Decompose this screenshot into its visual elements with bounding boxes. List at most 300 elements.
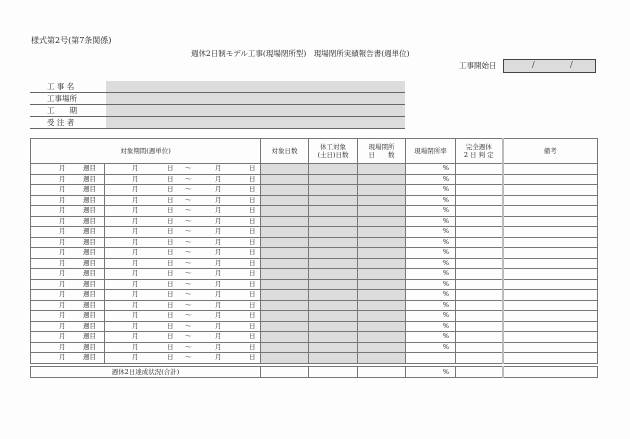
tilde: 〜 bbox=[185, 174, 192, 183]
closure-rate-cell[interactable]: % bbox=[406, 290, 456, 301]
date-separator: / bbox=[570, 60, 573, 69]
total-closure-rate[interactable]: % bbox=[406, 367, 456, 378]
info-row-contractor bbox=[30, 117, 405, 129]
tilde: 〜 bbox=[185, 321, 192, 330]
tilde: 〜 bbox=[185, 300, 192, 309]
remarks-cell[interactable] bbox=[503, 206, 598, 217]
day-unit: 日 bbox=[167, 353, 174, 361]
week-unit: 週目 bbox=[83, 237, 96, 246]
target-days-cell[interactable] bbox=[261, 258, 309, 269]
date-range-cell[interactable] bbox=[105, 185, 261, 196]
month-unit: 月 bbox=[132, 195, 139, 204]
judgement-cell[interactable] bbox=[456, 227, 503, 238]
month-unit: 月 bbox=[132, 216, 139, 225]
week-unit: 週目 bbox=[83, 227, 96, 235]
total-target-days[interactable] bbox=[261, 367, 309, 378]
month-unit: 月 bbox=[59, 174, 66, 183]
month-unit: 月 bbox=[59, 269, 66, 277]
month-unit: 月 bbox=[59, 279, 66, 288]
tilde: 〜 bbox=[185, 216, 192, 225]
month-unit: 月 bbox=[132, 353, 139, 361]
week-cell[interactable] bbox=[31, 300, 105, 311]
header-closure-rate: 現場閉所率 bbox=[406, 139, 456, 164]
remarks-cell[interactable] bbox=[503, 342, 598, 353]
judgement-cell[interactable] bbox=[456, 174, 503, 185]
closure-rate-cell[interactable] bbox=[406, 353, 456, 364]
week-cell[interactable] bbox=[31, 279, 105, 290]
tilde: 〜 bbox=[185, 342, 192, 351]
week-cell[interactable] bbox=[31, 342, 105, 353]
week-cell[interactable] bbox=[31, 227, 105, 238]
day-unit: 日 bbox=[249, 248, 256, 256]
judgement-cell[interactable] bbox=[456, 195, 503, 206]
month-unit: 月 bbox=[59, 311, 66, 319]
holiday-days-cell[interactable] bbox=[309, 248, 358, 259]
week-unit: 週目 bbox=[83, 195, 96, 204]
week-unit: 週目 bbox=[83, 290, 96, 298]
remarks-cell[interactable] bbox=[503, 321, 598, 332]
remarks-cell[interactable] bbox=[503, 248, 598, 259]
remarks-cell[interactable] bbox=[503, 279, 598, 290]
day-unit: 日 bbox=[249, 195, 256, 204]
holiday-days-cell[interactable] bbox=[309, 185, 358, 196]
judgement-cell[interactable] bbox=[456, 269, 503, 280]
week-unit: 週目 bbox=[83, 353, 96, 361]
day-unit: 日 bbox=[249, 237, 256, 246]
target-days-cell[interactable] bbox=[261, 206, 309, 217]
week-unit: 週目 bbox=[83, 269, 96, 277]
judgement-cell[interactable] bbox=[456, 206, 503, 217]
day-unit: 日 bbox=[167, 311, 174, 319]
tilde: 〜 bbox=[185, 227, 192, 235]
table-row bbox=[31, 195, 598, 206]
judgement-cell[interactable] bbox=[456, 321, 503, 332]
month-unit: 月 bbox=[215, 174, 222, 183]
contractor-field[interactable] bbox=[106, 117, 405, 128]
judgement-cell[interactable] bbox=[456, 164, 503, 175]
closed-days-cell[interactable] bbox=[358, 206, 406, 217]
tilde: 〜 bbox=[185, 311, 192, 319]
holiday-days-cell[interactable] bbox=[309, 342, 358, 353]
table-row bbox=[31, 174, 598, 185]
week-cell[interactable] bbox=[31, 290, 105, 301]
remarks-cell[interactable] bbox=[503, 216, 598, 227]
target-days-cell[interactable] bbox=[261, 342, 309, 353]
week-cell[interactable] bbox=[31, 195, 105, 206]
closed-days-cell[interactable] bbox=[358, 195, 406, 206]
date-range-cell[interactable] bbox=[105, 332, 261, 343]
judgement-cell[interactable] bbox=[456, 300, 503, 311]
holiday-days-cell[interactable] bbox=[309, 216, 358, 227]
remarks-cell[interactable] bbox=[503, 174, 598, 185]
day-unit: 日 bbox=[249, 206, 256, 214]
day-unit: 日 bbox=[167, 174, 174, 183]
closed-days-cell[interactable] bbox=[358, 248, 406, 259]
week-cell[interactable] bbox=[31, 185, 105, 196]
day-unit: 日 bbox=[167, 237, 174, 246]
month-unit: 月 bbox=[215, 216, 222, 225]
target-days-cell[interactable] bbox=[261, 174, 309, 185]
target-days-cell[interactable] bbox=[261, 332, 309, 343]
closed-days-cell[interactable] bbox=[358, 321, 406, 332]
info-row-name bbox=[30, 81, 405, 93]
closed-days-cell[interactable] bbox=[358, 269, 406, 280]
closure-rate-cell[interactable]: % bbox=[406, 321, 456, 332]
month-unit: 月 bbox=[132, 185, 139, 193]
closed-days-cell[interactable] bbox=[358, 237, 406, 248]
project-name-field[interactable] bbox=[106, 81, 405, 92]
week-cell[interactable] bbox=[31, 206, 105, 217]
date-range-cell[interactable] bbox=[105, 195, 261, 206]
date-range-cell[interactable] bbox=[105, 164, 261, 175]
total-row-table bbox=[30, 366, 598, 378]
table-row bbox=[31, 185, 598, 196]
table-row bbox=[31, 353, 598, 364]
header-remarks: 備考 bbox=[503, 139, 598, 164]
month-unit: 月 bbox=[59, 237, 66, 246]
target-days-cell[interactable] bbox=[261, 353, 309, 364]
holiday-days-cell[interactable] bbox=[309, 269, 358, 280]
month-unit: 月 bbox=[215, 195, 222, 204]
month-unit: 月 bbox=[215, 279, 222, 288]
header-line: 休工対象 bbox=[320, 143, 347, 151]
table-row bbox=[31, 164, 598, 175]
target-days-cell[interactable] bbox=[261, 269, 309, 280]
closure-rate-cell[interactable]: % bbox=[406, 332, 456, 343]
table-row bbox=[31, 321, 598, 332]
total-judgement[interactable] bbox=[456, 367, 503, 378]
total-remarks[interactable] bbox=[503, 367, 598, 378]
day-unit: 日 bbox=[249, 258, 256, 267]
closure-rate-cell[interactable]: % bbox=[406, 311, 456, 322]
target-days-cell[interactable] bbox=[261, 300, 309, 311]
day-unit: 日 bbox=[167, 227, 174, 235]
closed-days-cell[interactable] bbox=[358, 216, 406, 227]
week-cell[interactable] bbox=[31, 332, 105, 343]
table-row bbox=[31, 216, 598, 227]
day-unit: 日 bbox=[167, 332, 174, 340]
project-period-field[interactable] bbox=[106, 105, 405, 116]
info-label: 工 期 bbox=[47, 106, 77, 115]
month-unit: 月 bbox=[59, 342, 66, 351]
target-days-cell[interactable] bbox=[261, 237, 309, 248]
date-range-cell[interactable] bbox=[105, 174, 261, 185]
closed-days-cell[interactable] bbox=[358, 300, 406, 311]
month-unit: 月 bbox=[215, 353, 222, 361]
tilde: 〜 bbox=[185, 353, 192, 361]
holiday-days-cell[interactable] bbox=[309, 290, 358, 301]
target-days-cell[interactable] bbox=[261, 185, 309, 196]
judgement-cell[interactable] bbox=[456, 353, 503, 364]
judgement-cell[interactable] bbox=[456, 216, 503, 227]
date-range-cell[interactable] bbox=[105, 290, 261, 301]
remarks-cell[interactable] bbox=[503, 237, 598, 248]
closed-days-cell[interactable] bbox=[358, 164, 406, 175]
remarks-cell[interactable] bbox=[503, 269, 598, 280]
total-closed-days[interactable] bbox=[358, 367, 406, 378]
remarks-cell[interactable] bbox=[503, 164, 598, 175]
closed-days-cell[interactable] bbox=[358, 227, 406, 238]
holiday-days-cell[interactable] bbox=[309, 206, 358, 217]
month-unit: 月 bbox=[215, 164, 222, 172]
month-unit: 月 bbox=[59, 353, 66, 361]
week-unit: 週目 bbox=[83, 300, 96, 309]
judgement-cell[interactable] bbox=[456, 237, 503, 248]
day-unit: 日 bbox=[167, 290, 174, 298]
week-cell[interactable] bbox=[31, 216, 105, 227]
month-unit: 月 bbox=[132, 300, 139, 309]
header-line: 現場閉所 bbox=[368, 143, 395, 151]
target-days-cell[interactable] bbox=[261, 164, 309, 175]
date-range-cell[interactable] bbox=[105, 269, 261, 280]
remarks-cell[interactable] bbox=[503, 227, 598, 238]
document-title: 週休2日制モデル工事(現場閉所型) 現場閉所実績報告書(週単位) bbox=[191, 49, 410, 58]
judgement-cell[interactable] bbox=[456, 248, 503, 259]
date-range-cell[interactable] bbox=[105, 279, 261, 290]
form-number: 様式第2号(第7条関係) bbox=[31, 36, 112, 45]
month-unit: 月 bbox=[215, 237, 222, 246]
date-range-cell[interactable] bbox=[105, 248, 261, 259]
month-unit: 月 bbox=[215, 342, 222, 351]
closure-rate-cell[interactable]: % bbox=[406, 279, 456, 290]
month-unit: 月 bbox=[215, 248, 222, 256]
closed-days-cell[interactable] bbox=[358, 290, 406, 301]
remarks-cell[interactable] bbox=[503, 332, 598, 343]
day-unit: 日 bbox=[167, 195, 174, 204]
month-unit: 月 bbox=[59, 164, 66, 172]
closure-rate-cell[interactable]: % bbox=[406, 248, 456, 259]
header-line: 完全週休 bbox=[465, 143, 492, 151]
holiday-days-cell[interactable] bbox=[309, 321, 358, 332]
month-unit: 月 bbox=[132, 269, 139, 277]
remarks-cell[interactable] bbox=[503, 300, 598, 311]
day-unit: 日 bbox=[167, 206, 174, 214]
month-unit: 月 bbox=[215, 269, 222, 277]
day-unit: 日 bbox=[167, 300, 174, 309]
date-range-cell[interactable] bbox=[105, 227, 261, 238]
remarks-cell[interactable] bbox=[503, 185, 598, 196]
week-unit: 週目 bbox=[83, 206, 96, 214]
week-cell[interactable] bbox=[31, 248, 105, 259]
total-label: 週休2日達成状況(合計) bbox=[31, 367, 261, 378]
month-unit: 月 bbox=[132, 237, 139, 246]
table-row bbox=[31, 227, 598, 238]
header-holiday-days bbox=[309, 139, 358, 164]
closure-rate-cell[interactable]: % bbox=[406, 164, 456, 175]
table-row bbox=[31, 332, 598, 343]
holiday-days-cell[interactable] bbox=[309, 332, 358, 343]
target-days-cell[interactable] bbox=[261, 216, 309, 227]
month-unit: 月 bbox=[132, 227, 139, 235]
week-cell[interactable] bbox=[31, 258, 105, 269]
date-range-cell[interactable] bbox=[105, 342, 261, 353]
month-unit: 月 bbox=[59, 258, 66, 267]
closed-days-cell[interactable] bbox=[358, 353, 406, 364]
day-unit: 日 bbox=[167, 321, 174, 330]
week-unit: 週目 bbox=[83, 216, 96, 225]
month-unit: 月 bbox=[59, 332, 66, 340]
target-days-cell[interactable] bbox=[261, 227, 309, 238]
week-cell[interactable] bbox=[31, 353, 105, 364]
table-row bbox=[31, 269, 598, 280]
table-row bbox=[31, 342, 598, 353]
week-cell[interactable] bbox=[31, 237, 105, 248]
judgement-cell[interactable] bbox=[456, 290, 503, 301]
closure-rate-cell[interactable]: % bbox=[406, 300, 456, 311]
start-date-field[interactable] bbox=[503, 59, 596, 73]
holiday-days-cell[interactable] bbox=[309, 237, 358, 248]
tilde: 〜 bbox=[185, 164, 192, 172]
day-unit: 日 bbox=[249, 227, 256, 235]
judgement-cell[interactable] bbox=[456, 185, 503, 196]
tilde: 〜 bbox=[185, 290, 192, 298]
month-unit: 月 bbox=[215, 227, 222, 235]
month-unit: 月 bbox=[215, 321, 222, 330]
table-row bbox=[31, 279, 598, 290]
closure-rate-cell[interactable]: % bbox=[406, 185, 456, 196]
closed-days-cell[interactable] bbox=[358, 342, 406, 353]
weekly-report-table bbox=[30, 138, 598, 364]
week-cell[interactable] bbox=[31, 311, 105, 322]
info-label: 工事場所 bbox=[47, 94, 77, 103]
day-unit: 日 bbox=[249, 353, 256, 361]
month-unit: 月 bbox=[132, 332, 139, 340]
month-unit: 月 bbox=[132, 321, 139, 330]
holiday-days-cell[interactable] bbox=[309, 258, 358, 269]
month-unit: 月 bbox=[132, 279, 139, 288]
month-unit: 月 bbox=[59, 321, 66, 330]
month-unit: 月 bbox=[59, 216, 66, 225]
day-unit: 日 bbox=[167, 279, 174, 288]
target-days-cell[interactable] bbox=[261, 279, 309, 290]
table-row bbox=[31, 311, 598, 322]
header-closed-days bbox=[358, 139, 406, 164]
week-unit: 週目 bbox=[83, 248, 96, 256]
tilde: 〜 bbox=[185, 248, 192, 256]
day-unit: 日 bbox=[167, 185, 174, 193]
closure-rate-cell[interactable]: % bbox=[406, 206, 456, 217]
week-unit: 週目 bbox=[83, 174, 96, 183]
holiday-days-cell[interactable] bbox=[309, 227, 358, 238]
remarks-cell[interactable] bbox=[503, 311, 598, 322]
tilde: 〜 bbox=[185, 185, 192, 193]
info-row-period bbox=[30, 105, 405, 117]
day-unit: 日 bbox=[249, 269, 256, 277]
week-unit: 週目 bbox=[83, 321, 96, 330]
closure-rate-cell[interactable]: % bbox=[406, 258, 456, 269]
table-row bbox=[31, 248, 598, 259]
day-unit: 日 bbox=[249, 311, 256, 319]
day-unit: 日 bbox=[249, 290, 256, 298]
day-unit: 日 bbox=[249, 300, 256, 309]
month-unit: 月 bbox=[132, 174, 139, 183]
closed-days-cell[interactable] bbox=[358, 174, 406, 185]
header-judgement bbox=[456, 139, 503, 164]
header-line: (土日)日数 bbox=[317, 151, 349, 159]
day-unit: 日 bbox=[249, 185, 256, 193]
month-unit: 月 bbox=[59, 248, 66, 256]
closure-rate-cell[interactable]: % bbox=[406, 174, 456, 185]
closed-days-cell[interactable] bbox=[358, 311, 406, 322]
tilde: 〜 bbox=[185, 332, 192, 340]
holiday-days-cell[interactable] bbox=[309, 353, 358, 364]
week-unit: 週目 bbox=[83, 258, 96, 267]
month-unit: 月 bbox=[132, 342, 139, 351]
date-range-cell[interactable] bbox=[105, 258, 261, 269]
date-range-cell[interactable] bbox=[105, 321, 261, 332]
day-unit: 日 bbox=[167, 342, 174, 351]
holiday-days-cell[interactable] bbox=[309, 300, 358, 311]
week-cell[interactable] bbox=[31, 174, 105, 185]
judgement-cell[interactable] bbox=[456, 342, 503, 353]
week-cell[interactable] bbox=[31, 269, 105, 280]
closed-days-cell[interactable] bbox=[358, 332, 406, 343]
week-cell[interactable] bbox=[31, 164, 105, 175]
closed-days-cell[interactable] bbox=[358, 258, 406, 269]
judgement-cell[interactable] bbox=[456, 311, 503, 322]
closed-days-cell[interactable] bbox=[358, 279, 406, 290]
holiday-days-cell[interactable] bbox=[309, 311, 358, 322]
remarks-cell[interactable] bbox=[503, 290, 598, 301]
month-unit: 月 bbox=[132, 290, 139, 298]
remarks-cell[interactable] bbox=[503, 195, 598, 206]
tilde: 〜 bbox=[185, 258, 192, 267]
week-unit: 週目 bbox=[83, 185, 96, 193]
date-range-cell[interactable] bbox=[105, 311, 261, 322]
week-cell[interactable] bbox=[31, 321, 105, 332]
remarks-cell[interactable] bbox=[503, 353, 598, 364]
holiday-days-cell[interactable] bbox=[309, 174, 358, 185]
holiday-days-cell[interactable] bbox=[309, 195, 358, 206]
date-range-cell[interactable] bbox=[105, 206, 261, 217]
target-days-cell[interactable] bbox=[261, 248, 309, 259]
week-unit: 週目 bbox=[83, 332, 96, 340]
day-unit: 日 bbox=[249, 174, 256, 183]
remarks-cell[interactable] bbox=[503, 258, 598, 269]
target-days-cell[interactable] bbox=[261, 195, 309, 206]
judgement-cell[interactable] bbox=[456, 332, 503, 343]
closure-rate-cell[interactable]: % bbox=[406, 216, 456, 227]
month-unit: 月 bbox=[215, 258, 222, 267]
project-info bbox=[30, 81, 405, 129]
date-range-cell[interactable] bbox=[105, 300, 261, 311]
project-location-field[interactable] bbox=[106, 93, 405, 104]
date-range-cell[interactable] bbox=[105, 216, 261, 227]
target-days-cell[interactable] bbox=[261, 290, 309, 301]
judgement-cell[interactable] bbox=[456, 258, 503, 269]
day-unit: 日 bbox=[249, 279, 256, 288]
day-unit: 日 bbox=[249, 321, 256, 330]
holiday-days-cell[interactable] bbox=[309, 279, 358, 290]
target-days-cell[interactable] bbox=[261, 321, 309, 332]
closure-rate-cell[interactable]: % bbox=[406, 227, 456, 238]
holiday-days-cell[interactable] bbox=[309, 164, 358, 175]
table-row bbox=[31, 290, 598, 301]
date-range-cell[interactable] bbox=[105, 237, 261, 248]
closed-days-cell[interactable] bbox=[358, 185, 406, 196]
judgement-cell[interactable] bbox=[456, 279, 503, 290]
closure-rate-cell[interactable]: % bbox=[406, 195, 456, 206]
info-label: 受 注 者 bbox=[47, 118, 75, 127]
closure-rate-cell[interactable]: % bbox=[406, 237, 456, 248]
target-days-cell[interactable] bbox=[261, 311, 309, 322]
closure-rate-cell[interactable]: % bbox=[406, 269, 456, 280]
table-row bbox=[31, 258, 598, 269]
total-holiday-days[interactable] bbox=[309, 367, 358, 378]
date-range-cell[interactable] bbox=[105, 353, 261, 364]
day-unit: 日 bbox=[167, 258, 174, 267]
closure-rate-cell[interactable]: % bbox=[406, 342, 456, 353]
